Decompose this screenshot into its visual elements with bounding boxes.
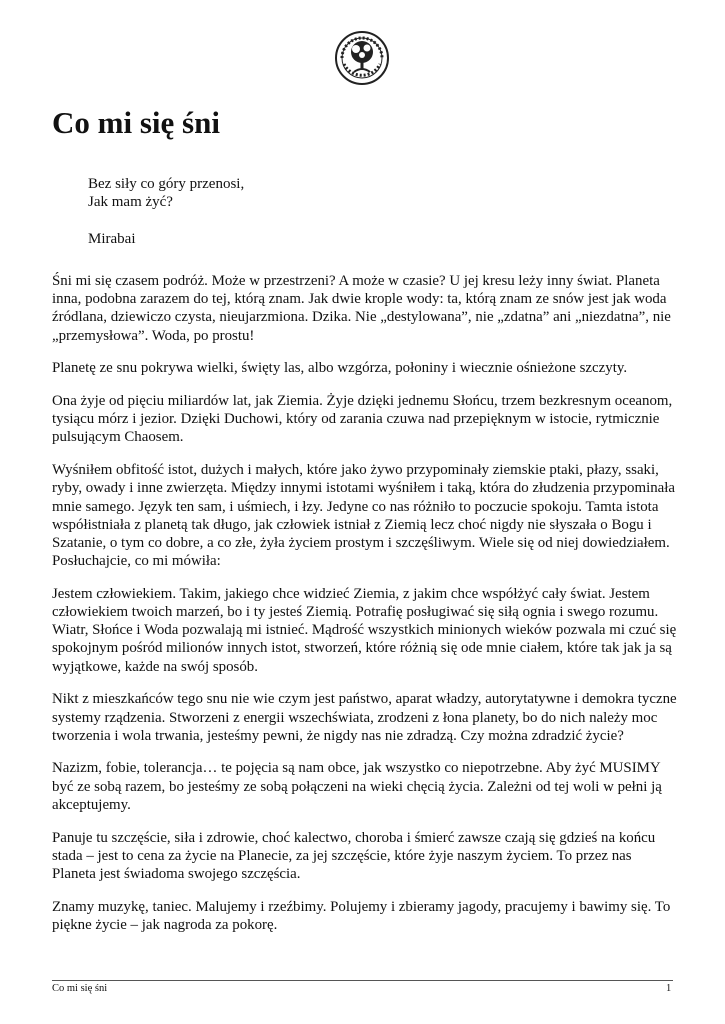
epigraph-line: Jak mam żyć? xyxy=(88,194,173,210)
epigraph-author: Mirabai xyxy=(88,231,136,247)
footer-divider xyxy=(52,980,673,981)
paragraph: Znamy muzykę, taniec. Malujemy i rzeźbimy. Polujemy i zbieramy jagody, pracujemy i bawimy się. To piękne życie – jak nagroda za pokorę. xyxy=(52,898,671,933)
page-number: 1 xyxy=(666,983,672,994)
tree-seal-logo-icon xyxy=(334,30,390,86)
paragraph: Panuje tu szczęście, siła i zdrowie, choć kalectwo, choroba i śmierć zawsze czają się gdzieś na końcu stada – jest to cena za życie na Planecie, za jej szczęście, które żyje naszym życiem. To przez nas Planeta jest świadoma swojego szczęścia. xyxy=(52,829,656,882)
paragraph: Planetę ze snu pokrywa wielki, święty las, albo wzgórza, połoniny i wiecznie ośnieżone szczyty. xyxy=(52,360,628,377)
paragraph: Wyśniłem obfitość istot, dużych i małych, które jako żywo przypominały ziemskie ptaki, płazy, ssaki, ryby, owady i inne zwierzęta. Między innymi istotami wyśniłem i taką, która do złudzenia przypominała mnie samego. Język ten sam, i uśmiech, i łzy. Jedyne co nas różniło to poczucie spokoju. Tamta istota współistniała z planetą tak długo, jak człowiek istniał z Ziemią lecz choć nigdy nie słyszała o Bogu i Szatanie, o tym co dobre, a co złe, żyła życiem prostym i szczęśliwym. Wiele się od niej dowiedziałem. Posłuchajcie, co mi mówiła: xyxy=(52,462,676,570)
paragraph: Ona żyje od pięciu miliardów lat, jak Ziemia. Żyje dzięki jednemu Słońcu, trzem bezkresnym oceanom, tysiącu mórz i jezior. Dzięki Duchowi, który od zarania czuwa nad przepięknym w istocie, rytmicznie pulsującym Chaosem. xyxy=(52,393,673,446)
footer-title: Co mi się śni xyxy=(52,983,108,994)
epigraph xyxy=(88,175,244,248)
article-body xyxy=(52,272,677,949)
epigraph-line: Bez siły co góry przenosi, xyxy=(88,176,245,192)
paragraph: Nazizm, fobie, tolerancja… te pojęcia są nam obce, jak wszystko co niepotrzebne. Aby żyć MUSIMY być ze sobą razem, bo jesteśmy ze sobą połączeni na wieki chęcią życia. Zależni od tej woli w pełni ją akceptujemy. xyxy=(52,760,662,813)
paragraph: Śni mi się czasem podróż. Może w przestrzeni? A może w czasie? U jej kresu leży inny świat. Planeta inna, podobna zarazem do tej, którą znam. Jak dwie krople wody: ta, którą znam ze snów jest jak woda źródlana, dziewiczo czysta, nieujarzmiona. Dzika. Nie „destylowana”, nie „zdatna” ani „niezdatna”, nie „przemysłowa”. Woda, po prostu! xyxy=(52,273,671,344)
page-title: Co mi się śni xyxy=(52,105,220,140)
paragraph: Jestem człowiekiem. Takim, jakiego chce widzieć Ziemia, z jakim chce współżyć cały świat. Jestem człowiekiem twoich marzeń, bo i ty jesteś Ziemią. Potrafię posługiwać się siłą ognia i swego rozumu. Wiatr, Słońce i Woda pozwalają mi istnieć. Mądrość wszystkich minionych wieków pozwala mi czuć się spokojnym pośród milionów innych istot, stworzeń, które różnią się ode mnie ciałem, które tak jak ja są wyjątkowe, każde na swój sposób. xyxy=(52,585,677,675)
paragraph: Nikt z mieszkańców tego snu nie wie czym jest państwo, aparat władzy, autorytatywne i demokra tyczne systemy rządzenia. Stworzeni z energii wszechświata, zrodzeni z łona planety, bo do nich należy moc tworzenia i wola trwania, jesteśmy pewni, że nigdy nas nie zdradzą. Czy można zdradzić życie? xyxy=(52,691,677,744)
